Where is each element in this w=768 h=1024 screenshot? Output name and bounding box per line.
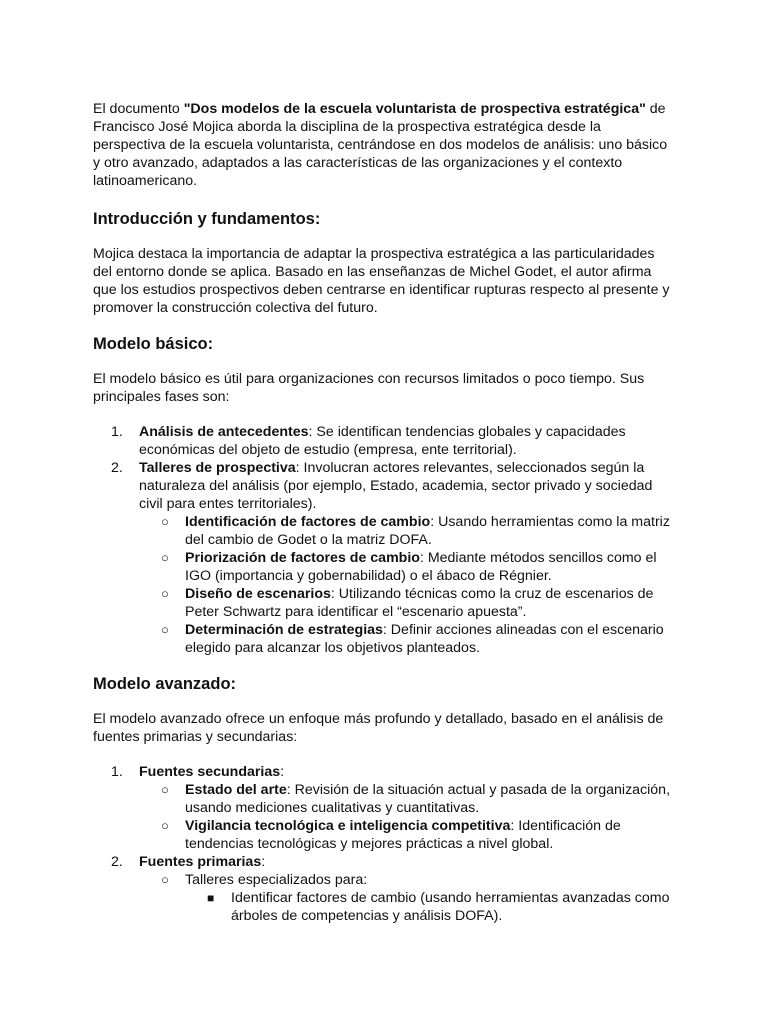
list-number: 2. <box>111 854 123 870</box>
sub-list-item <box>139 549 675 585</box>
circle-bullet-icon: ○ <box>161 514 169 529</box>
modelo-avanzado-list <box>93 763 675 925</box>
sub-item-text: : Usando herramientas como la matriz del cambio de Godet o la matriz DOFA. <box>185 514 670 548</box>
section-heading-modelo-basico: Modelo básico: <box>93 335 214 353</box>
list-item-text: : Involucran actores relevantes, seleccionados según la naturaleza del análisis (por ejemplo, Estado, academia, sector privado y sociedad civil para entes territoriales). <box>139 460 653 512</box>
circle-bullet-icon: ○ <box>161 818 169 833</box>
sub-list-item <box>139 585 675 621</box>
list-item <box>93 853 675 925</box>
section-text-modelo-avanzado: El modelo avanzado ofrece un enfoque más profundo y detallado, basado en el análisis de fuentes primarias y secundarias: <box>93 711 664 745</box>
sub-item-term: Vigilancia tecnológica e inteligencia competitiva <box>185 818 511 834</box>
sub-list-item <box>139 781 675 817</box>
list-item-term: Fuentes primarias <box>139 854 262 870</box>
modelo-basico-list <box>93 423 675 657</box>
sub-item-text: : Revisión de la situación actual y pasada de la organización, usando mediciones cualitativas y cuantitativas. <box>185 782 671 816</box>
section-heading-introduccion: Introducción y fundamentos: <box>93 210 321 228</box>
sub-item-text: Talleres especializados para: <box>185 872 368 888</box>
intro-paragraph <box>93 100 675 190</box>
sub-item-text: : Definir acciones alineadas con el escenario elegido para alcanzar los objetivos planteados. <box>185 622 664 656</box>
document-title: "Dos modelos de la escuela voluntarista de prospectiva estratégica" <box>183 101 646 117</box>
list-number: 1. <box>111 424 123 440</box>
section-text-introduccion: Mojica destaca la importancia de adaptar la prospectiva estratégica a las particularidades del entorno donde se aplica. Basado en las enseñanzas de Michel Godet, el autor afirma que los estudios prospectivos deben centrarse en identificar rupturas respecto al presente y promover la construcción colectiva del futuro. <box>93 246 670 316</box>
list-item-term: Análisis de antecedentes <box>139 424 309 440</box>
list-number: 2. <box>111 460 123 476</box>
list-number: 1. <box>111 764 123 780</box>
sub-item-text: : Utilizando técnicas como la cruz de escenarios de Peter Schwartz para identificar el “escenario apuesta”. <box>185 586 654 620</box>
intro-post: de Francisco José Mojica aborda la disciplina de la prospectiva estratégica desde la perspectiva de la escuela voluntarista, centrándose en dos modelos de análisis: uno básico y otro avanzado, adaptados a las características de las organizaciones y el contexto latinoamericano. <box>93 101 668 189</box>
sub-list-item <box>139 513 675 549</box>
sub-item-term: Identificación de factores de cambio <box>185 514 431 530</box>
circle-bullet-icon: ○ <box>161 586 169 601</box>
circle-bullet-icon: ○ <box>161 782 169 797</box>
sub-item-text: : Identificación de tendencias tecnológicas y mejores prácticas a nivel global. <box>185 818 621 852</box>
sub-list <box>139 781 675 853</box>
list-item <box>93 459 675 657</box>
square-bullet-icon: ■ <box>207 891 215 905</box>
sub-list-item <box>139 871 675 925</box>
sub-list <box>139 871 675 925</box>
section-text-modelo-basico: El modelo básico es útil para organizaciones con recursos limitados o poco tiempo. Sus principales fases son: <box>93 371 645 405</box>
circle-bullet-icon: ○ <box>161 622 169 637</box>
sub-item-text: : Mediante métodos sencillos como el IGO (importancia y gobernabilidad) o el ábaco de Régnier. <box>185 550 657 584</box>
list-item-text: : <box>280 764 285 780</box>
sub-sub-list-item <box>185 889 675 925</box>
list-item-text: : Se identifican tendencias globales y capacidades económicas del objeto de estudio (empresa, ente territorial). <box>139 424 626 458</box>
sub-item-term: Priorización de factores de cambio <box>185 550 420 566</box>
list-item-term: Talleres de prospectiva <box>139 460 296 476</box>
list-item-term: Fuentes secundarias <box>139 764 281 780</box>
list-item <box>93 423 675 459</box>
sub-sub-item-text: Identificar factores de cambio (usando herramientas avanzadas como árboles de competencias y análisis DOFA). <box>231 890 670 924</box>
list-item-text: : <box>261 854 266 870</box>
section-heading-modelo-avanzado: Modelo avanzado: <box>93 675 237 693</box>
sub-item-term: Diseño de escenarios <box>185 586 331 602</box>
intro-pre: El documento <box>93 101 184 117</box>
sub-sub-list <box>185 889 675 925</box>
circle-bullet-icon: ○ <box>161 550 169 565</box>
list-item <box>93 763 675 853</box>
sub-item-term: Determinación de estrategias <box>185 622 383 638</box>
circle-bullet-icon: ○ <box>161 872 169 887</box>
sub-list-item <box>139 817 675 853</box>
sub-item-term: Estado del arte <box>185 782 287 798</box>
sub-list-item <box>139 621 675 657</box>
sub-list <box>139 513 675 657</box>
